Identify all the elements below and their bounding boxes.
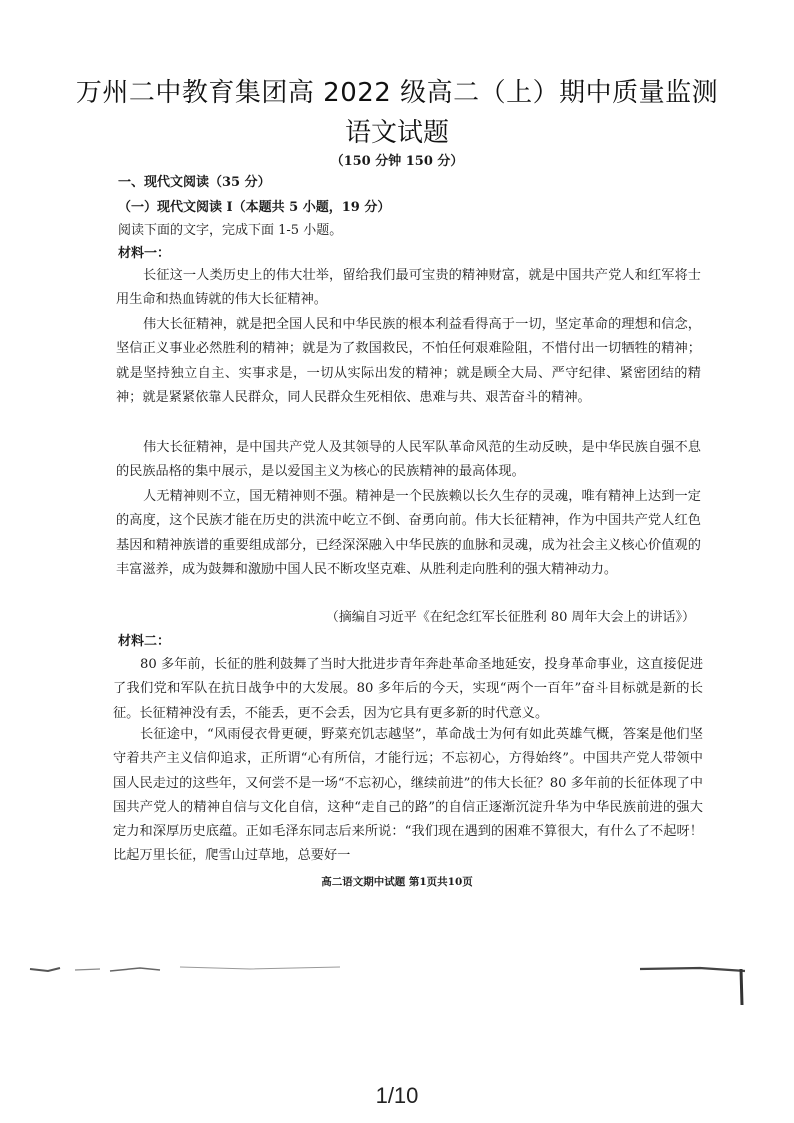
exam-time-score: （150 分钟 150 分） [330, 154, 464, 169]
material-1-paragraph: 人无精神则不立，国无精神则不强。精神是一个民族赖以长久生存的灵魂，唯有精神上达到一定的高度，这个民族才能在历史的洪流中屹立不倒、奋勇向前。伟大长征精神，作为中国共产党人红色基因和精神族谱的重要组成部分，已经深深融入中华民族的血脉和灵魂，成为社会主义核心价值观的丰富滋养，成为鼓舞和激励中国人民不断攻坚克难、从胜利走向胜利的强大精神动力。 [116, 489, 701, 577]
page-footer: 高二语文期中试题 第1页共10页 [321, 876, 473, 888]
material-1-label: 材料一： [118, 246, 171, 261]
sub-section-heading: （一）现代文阅读 I（本题共 5 小题，19 分） [118, 200, 391, 215]
material-1-paragraph: 长征这一人类历史上的伟大壮举，留给我们最可宝贵的精神财富，就是中国共产党人和红军将士用生命和热血铸就的伟大长征精神。 [116, 268, 701, 308]
material-2-paragraph: 80 多年前，长征的胜利鼓舞了当时大批进步青年奔赴革命圣地延安，投身革命事业，这直接促进了我们党和军队在抗日战争中的大发展。80 多年后的今天，实现“两个一百年”奋斗目标就是新的长征。长征精神没有丢，不能丢，更不会丢，因为它具有更多新的时代意义。 [113, 657, 703, 721]
exam-subtitle: 语文试题 [344, 118, 449, 148]
exam-title: 万州二中教育集团高 2022 级高二（上）期中质量监测 [75, 78, 719, 108]
page-indicator[interactable]: 1/10 [375, 1083, 419, 1108]
scan-edge-marks [0, 955, 794, 1015]
reading-instruction: 阅读下面的文字，完成下面 1-5 小题。 [118, 223, 343, 238]
material-1-citation: （摘编自习近平《在纪念红军长征胜利 80 周年大会上的讲话》） [325, 610, 695, 625]
material-2-paragraph: 长征途中，“风雨侵衣骨更硬，野菜充饥志越坚”，革命战士为何有如此英雄气概，答案是他们坚守着共产主义信仰追求，正所谓“心有所信，才能行远；不忘初心，方得始终”。中国共产党人带领中国人民走过的这些年，又何尝不是一场“不忘初心，继续前进”的伟大长征？80 多年前的长征体现了中国共产党人的精神自信与文化自信，这种“走自己的路”的自信正逐渐沉淀升华为中华民族前进的强大定力和深厚历史底蕴。正如毛泽东同志后来所说：“我们现在遇到的困难不算很大，有什么了不起呀！比起万里长征，爬雪山过草地，总要好一 [113, 727, 703, 864]
material-1-paragraph: 伟大长征精神，是中国共产党人及其领导的人民军队革命风范的生动反映，是中华民族自强不息的民族品格的集中展示，是以爱国主义为核心的民族精神的最高体现。 [116, 440, 701, 480]
material-2-label: 材料二： [118, 634, 171, 649]
section-heading: 一、现代文阅读（35 分） [118, 175, 271, 190]
material-1-paragraph: 伟大长征精神，就是把全国人民和中华民族的根本利益看得高于一切，坚定革命的理想和信念，坚信正义事业必然胜利的精神；就是为了救国救民，不怕任何艰难险阻，不惜付出一切牺牲的精神；就是坚持独立自主、实事求是，一切从实际出发的精神；就是顾全大局、严守纪律、紧密团结的精神；就是紧紧依靠人民群众，同人民群众生死相依、患难与共、艰苦奋斗的精神。 [116, 317, 701, 405]
